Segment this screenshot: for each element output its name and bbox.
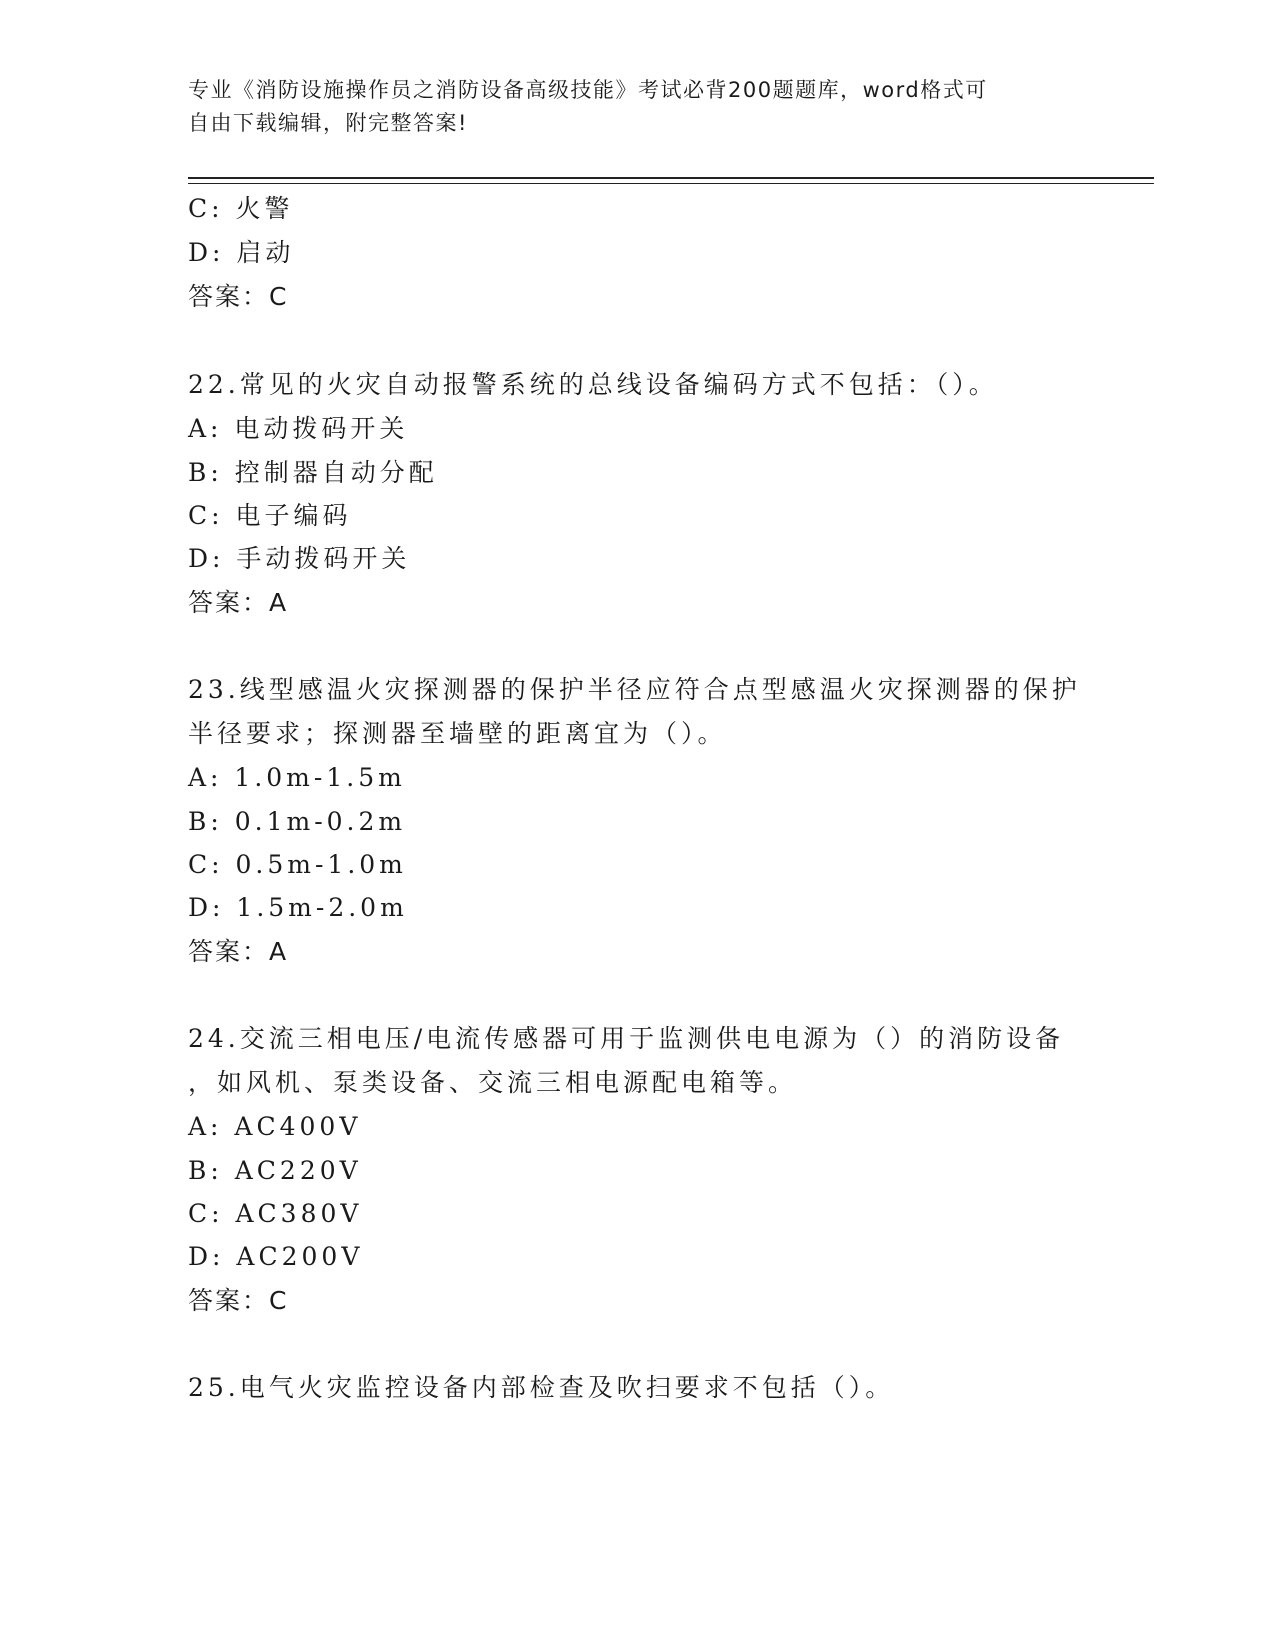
- header-divider-thin: [188, 183, 1154, 184]
- q24-option-d: D: AC200V: [188, 1242, 364, 1271]
- q22-stem: 22.常见的火灾自动报警系统的总线设备编码方式不包括：（）。: [188, 370, 998, 399]
- q23-stem-line-1: 23.线型感温火灾探测器的保护半径应符合点型感温火灾探测器的保护: [188, 675, 1081, 704]
- q25-stem: 25.电气火灾监控设备内部检查及吹扫要求不包括（）。: [188, 1373, 895, 1402]
- header-line-2: 自由下载编辑，附完整答案!: [188, 111, 468, 135]
- q24-option-c: C: AC380V: [188, 1199, 363, 1228]
- q24-option-b: B: AC220V: [188, 1156, 362, 1185]
- q23-option-a: A: 1.0m-1.5m: [188, 763, 406, 792]
- q22-answer: 答案：A: [188, 588, 289, 617]
- q24-answer: 答案：C: [188, 1286, 289, 1315]
- q22-option-d: D: 手动拨码开关: [188, 544, 411, 573]
- q24-option-a: A: AC400V: [188, 1112, 362, 1141]
- q24-stem-line-1: 24.交流三相电压/电流传感器可用于监测供电电源为（）的消防设备: [188, 1024, 1065, 1053]
- header-line-1: 专业《消防设施操作员之消防设备高级技能》考试必背200题题库，word格式可: [188, 78, 988, 102]
- q22-option-b: B: 控制器自动分配: [188, 458, 438, 487]
- q22-option-c: C: 电子编码: [188, 501, 352, 530]
- q23-option-d: D: 1.5m-2.0m: [188, 893, 408, 922]
- header-divider-thick: [188, 177, 1154, 179]
- q23-stem-line-2: 半径要求；探测器至墙壁的距离宜为（）。: [188, 719, 727, 748]
- q21-option-c: C: 火警: [188, 194, 294, 223]
- document-header: [188, 74, 1068, 140]
- q23-answer: 答案：A: [188, 937, 289, 966]
- q21-option-d: D: 启动: [188, 238, 295, 267]
- q24-stem-line-2: ，如风机、泵类设备、交流三相电源配电箱等。: [188, 1068, 798, 1097]
- q23-option-c: C: 0.5m-1.0m: [188, 850, 407, 879]
- q22-option-a: A: 电动拨码开关: [188, 414, 409, 443]
- q23-option-b: B: 0.1m-0.2m: [188, 807, 407, 836]
- q21-answer: 答案：C: [188, 282, 289, 311]
